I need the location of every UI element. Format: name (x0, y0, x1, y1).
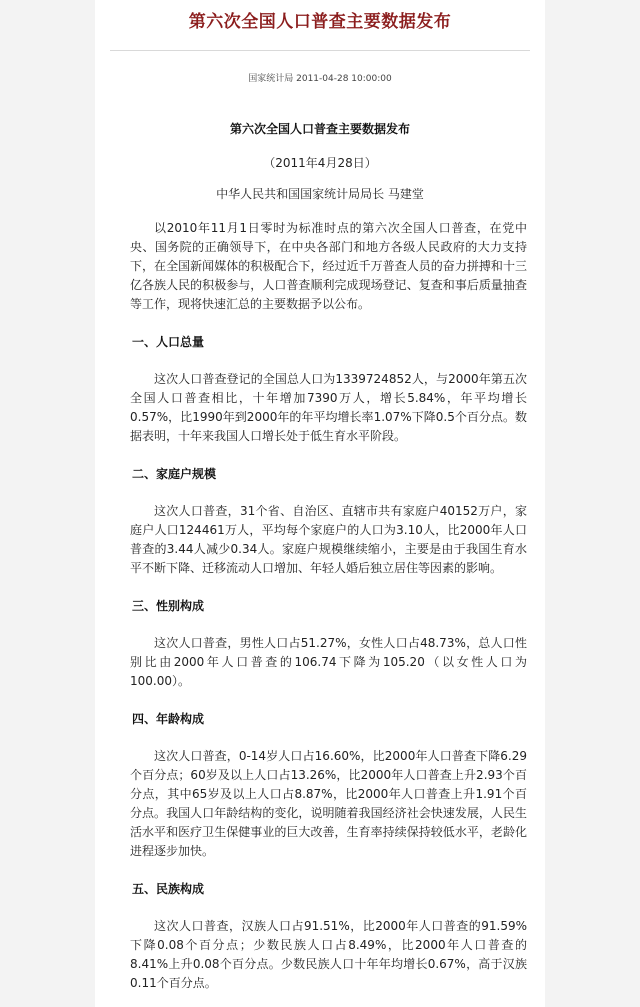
section-heading-gender: 三、性别构成 (132, 599, 205, 613)
document-title: 第六次全国人口普查主要数据发布 (229, 122, 410, 136)
section-text-population-total: 这次人口普查登记的全国总人口为1339724852人，与2000年第五次全国人口普查相比，十年增加7390万人，增长5.84%，年平均增长0.57%，比1990年到2000年的年平均增长率1.07%下降0.5个百分点。数据表明，十年来我国人口增长处于低生育水平阶段。 (130, 372, 527, 443)
page-title: 第六次全国人口普查主要数据发布 (188, 12, 452, 32)
article-page (95, 0, 545, 1007)
section-heading-household-size: 二、家庭户规模 (132, 467, 217, 481)
section-text-age: 这次人口普查，0-14岁人口占16.60%，比2000年人口普查下降6.29个百分点；60岁及以上人口占13.26%，比2000年人口普查上升2.93个百分点，其中65岁及以上人口占8.87%，比2000年人口普查上升1.91个百分点。我国人口年龄结构的变化，说明随着我国经济社会快速发展，人民生活水平和医疗卫生保健事业的巨大改善，生育率持续保持较低水平，老龄化进程逐步加快。 (130, 749, 527, 858)
section-text-household-size: 这次人口普查，31个省、自治区、直辖市共有家庭户40152万户，家庭户人口124461万人，平均每个家庭户的人口为3.10人，比2000年人口普查的3.44人减少0.34人。家庭户规模继续缩小，主要是由于我国生育水平不断下降、迁移流动人口增加、年轻人婚后独立居住等因素的影响。 (130, 504, 527, 575)
section-text-gender: 这次人口普查，男性人口占51.27%，女性人口占48.73%，总人口性别比由2000年人口普查的106.74下降为105.20（以女性人口为100.00）。 (130, 636, 527, 688)
title-divider (110, 50, 530, 51)
document-author: 中华人民共和国国家统计局局长 马建堂 (216, 187, 424, 201)
section-heading-age: 四、年龄构成 (132, 712, 205, 726)
section-heading-population-total: 一、人口总量 (132, 335, 205, 349)
intro-paragraph: 以2010年11月1日零时为标准时点的第六次全国人口普查，在党中央、国务院的正确领导下，在中央各部门和地方各级人民政府的大力支持下，在全国新闻媒体的积极配合下，经过近千万普查人员的奋力拼搏和十三亿各族人民的积极参与，人口普查顺利完成现场登记、复查和事后质量抽查等工作，现将快速汇总的主要数据予以公布。 (130, 221, 527, 311)
section-heading-ethnicity: 五、民族构成 (132, 882, 205, 896)
publish-meta: 国家统计局 2011-04-28 10:00:00 (248, 74, 392, 84)
article-body (130, 219, 527, 993)
document-date: （2011年4月28日） (263, 156, 377, 170)
section-text-ethnicity: 这次人口普查，汉族人口占91.51%，比2000年人口普查的91.59%下降0.08个百分点；少数民族人口占8.49%，比2000年人口普查的8.41%上升0.08个百分点。少数民族人口十年年均增长0.67%，高于汉族0.11个百分点。 (130, 919, 527, 990)
